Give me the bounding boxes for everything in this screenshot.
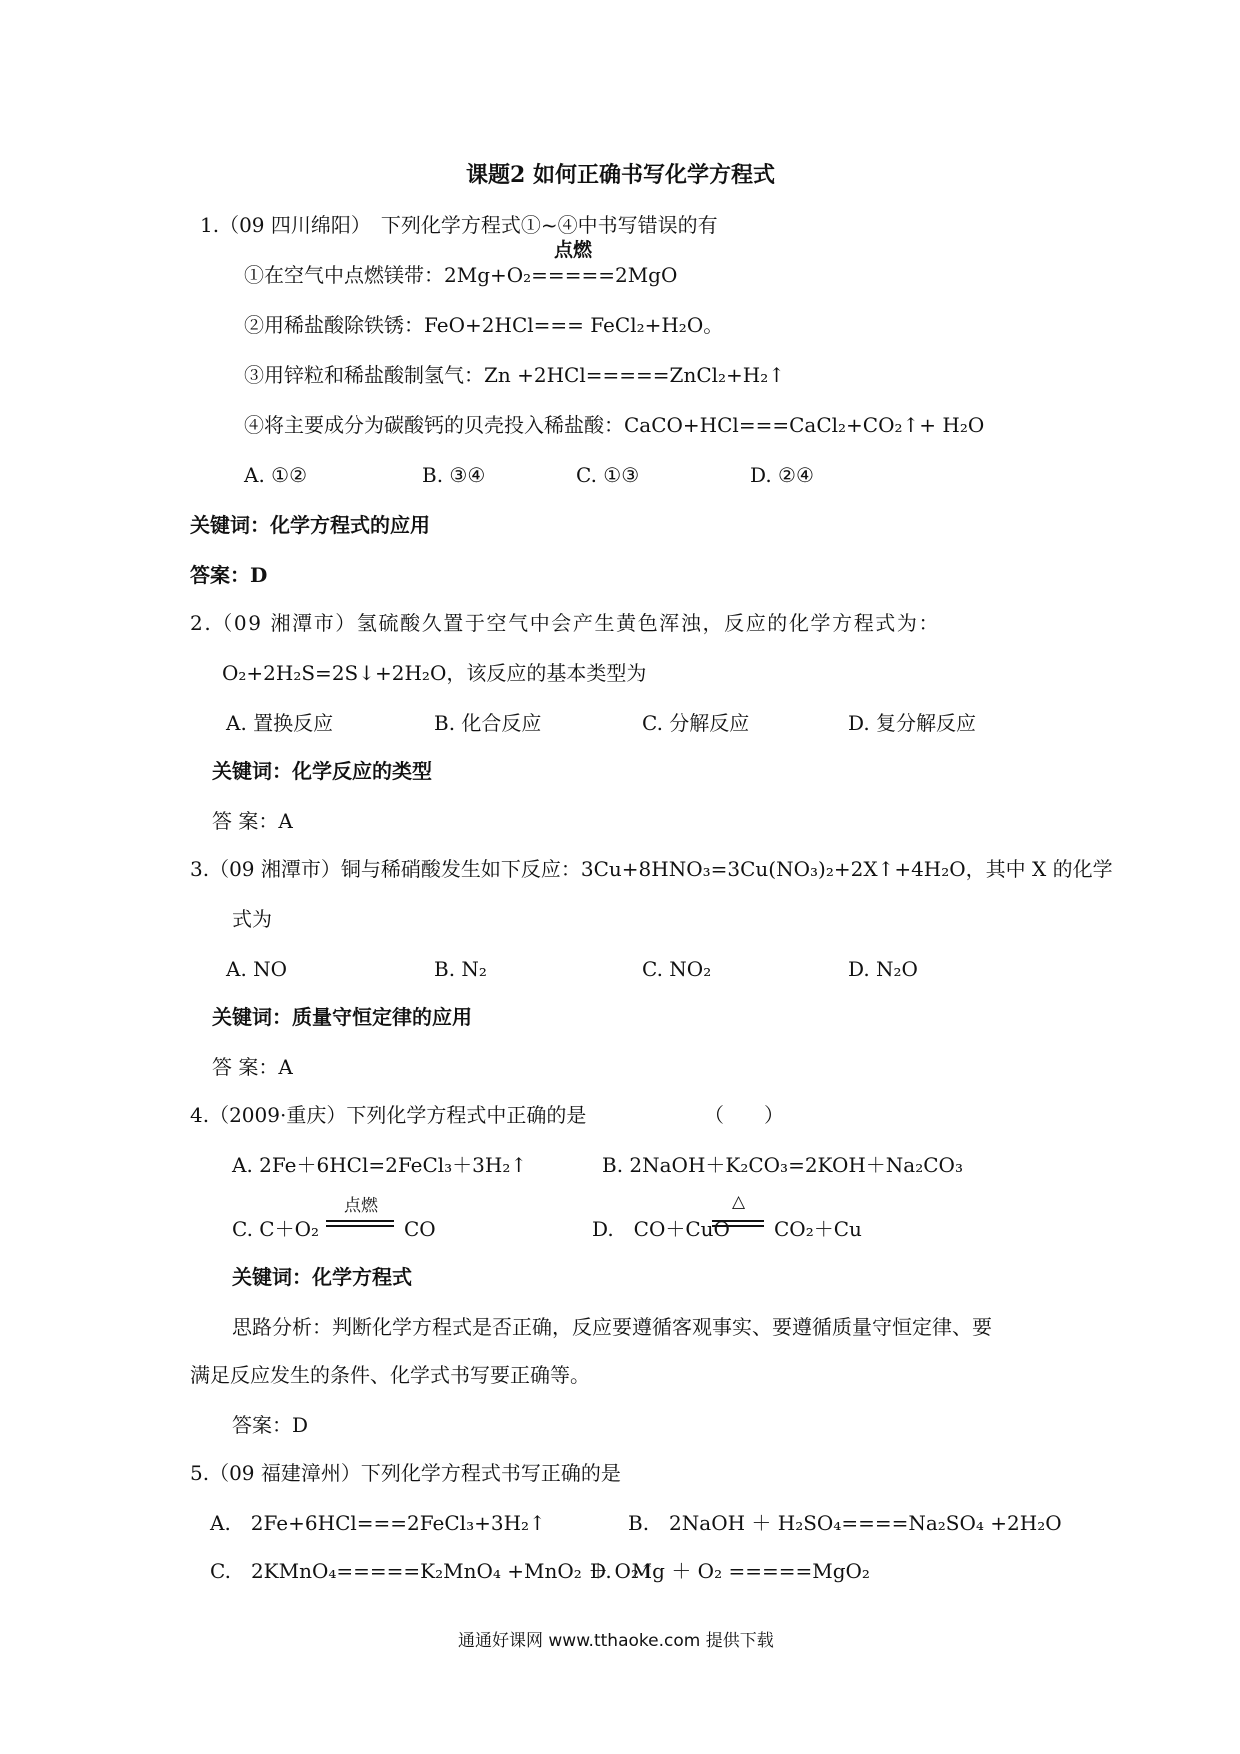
- q3-keyword: 关键词：质量守恒定律的应用: [212, 1005, 472, 1029]
- q3-option-c: C. NO₂: [642, 957, 712, 981]
- q4-option-d-left: D. CO＋CuO: [592, 1217, 730, 1241]
- q2-answer: 答 案：A: [212, 809, 293, 833]
- q4-option-d-condition: △: [732, 1192, 746, 1212]
- q3-stem-cont: 式为: [232, 907, 272, 931]
- q3-option-b: B. N₂: [434, 957, 487, 981]
- q5-option-c: C. 2KMnO₄=====K₂MnO₄ +MnO₂ ＋ O₂↑: [210, 1559, 656, 1583]
- q2-stem: 2.（09 湘潭市）氢硫酸久置于空气中会产生黄色浑浊，反应的化学方程式为：: [190, 611, 941, 635]
- q3-stem: 3.（09 湘潭市）铜与稀硝酸发生如下反应：3Cu+8HNO₃=3Cu(NO₃)₂+2X↑+4H₂O，其中 X 的化学: [190, 857, 1113, 881]
- q1-answer: 答案：D: [190, 563, 268, 587]
- q1-option-c: C. ①③: [576, 463, 640, 487]
- q4-option-d-equals: [712, 1220, 764, 1227]
- q1-item1: ①在空气中点燃镁带：2Mg+O₂=====2MgO: [244, 263, 678, 287]
- q4-paren: （ ）: [704, 1103, 784, 1127]
- q4-option-d-right: CO₂＋Cu: [774, 1217, 862, 1241]
- q4-answer: 答案：D: [232, 1413, 309, 1437]
- q1-condition: 点燃: [554, 239, 593, 261]
- q4-option-c-right: CO: [404, 1217, 436, 1241]
- q4-stem: 4.（2009·重庆）下列化学方程式中正确的是: [190, 1103, 587, 1127]
- q1-option-a: A. ①②: [244, 463, 308, 487]
- q3-option-a: A. NO: [226, 957, 288, 981]
- q1-option-b: B. ③④: [422, 463, 486, 487]
- q4-option-c-equals: [326, 1220, 394, 1227]
- q4-option-a: A. 2Fe＋6HCl=2FeCl₃＋3H₂↑: [232, 1153, 528, 1177]
- q1-item3: ③用锌粒和稀盐酸制氢气：Zn +2HCl=====ZnCl₂+H₂↑: [244, 363, 786, 387]
- q2-option-a: A. 置换反应: [226, 711, 334, 735]
- q1-stem: 1.（09 四川绵阳） 下列化学方程式①~④中书写错误的有: [200, 213, 718, 237]
- q2-option-c: C. 分解反应: [642, 711, 750, 735]
- q4-option-c-left: C. C＋O₂: [232, 1217, 320, 1241]
- q4-option-c-condition: 点燃: [344, 1196, 378, 1216]
- q5-option-a: A. 2Fe+6HCl===2FeCl₃+3H₂↑: [210, 1511, 546, 1535]
- q2-keyword: 关键词：化学反应的类型: [212, 759, 432, 783]
- q5-option-b: B. 2NaOH ＋ H₂SO₄====Na₂SO₄ +2H₂O: [628, 1511, 1062, 1535]
- q5-stem: 5.（09 福建漳州）下列化学方程式书写正确的是: [190, 1461, 621, 1485]
- q2-option-d: D. 复分解反应: [848, 711, 977, 735]
- q4-analysis: 思路分析：判断化学方程式是否正确，反应要遵循客观事实、要遵循质量守恒定律、要: [232, 1315, 992, 1339]
- page-title: 课题2 如何正确书写化学方程式: [466, 162, 775, 188]
- q1-keyword: 关键词：化学方程式的应用: [190, 513, 430, 537]
- q4-keyword: 关键词：化学方程式: [232, 1265, 412, 1289]
- q2-option-b: B. 化合反应: [434, 711, 542, 735]
- q1-item4: ④将主要成分为碳酸钙的贝壳投入稀盐酸：CaCO+HCl===CaCl₂+CO₂↑+ H₂O: [244, 413, 985, 437]
- q1-option-d: D. ②④: [750, 463, 814, 487]
- q4-analysis-cont: 满足反应发生的条件、化学式书写要正确等。: [190, 1363, 590, 1387]
- q3-answer: 答 案：A: [212, 1055, 293, 1079]
- q2-stem-cont: O₂+2H₂S=2S↓+2H₂O，该反应的基本类型为: [222, 661, 647, 685]
- page-footer: 通通好课网 www.tthaoke.com 提供下载: [458, 1631, 774, 1651]
- q1-item2: ②用稀盐酸除铁锈：FeO+2HCl=== FeCl₂+H₂O。: [244, 313, 724, 337]
- q3-option-d: D. N₂O: [848, 957, 918, 981]
- q5-option-d: D. Mg ＋ O₂ =====MgO₂: [590, 1559, 870, 1583]
- q4-option-b: B. 2NaOH＋K₂CO₃=2KOH＋Na₂CO₃: [602, 1153, 963, 1177]
